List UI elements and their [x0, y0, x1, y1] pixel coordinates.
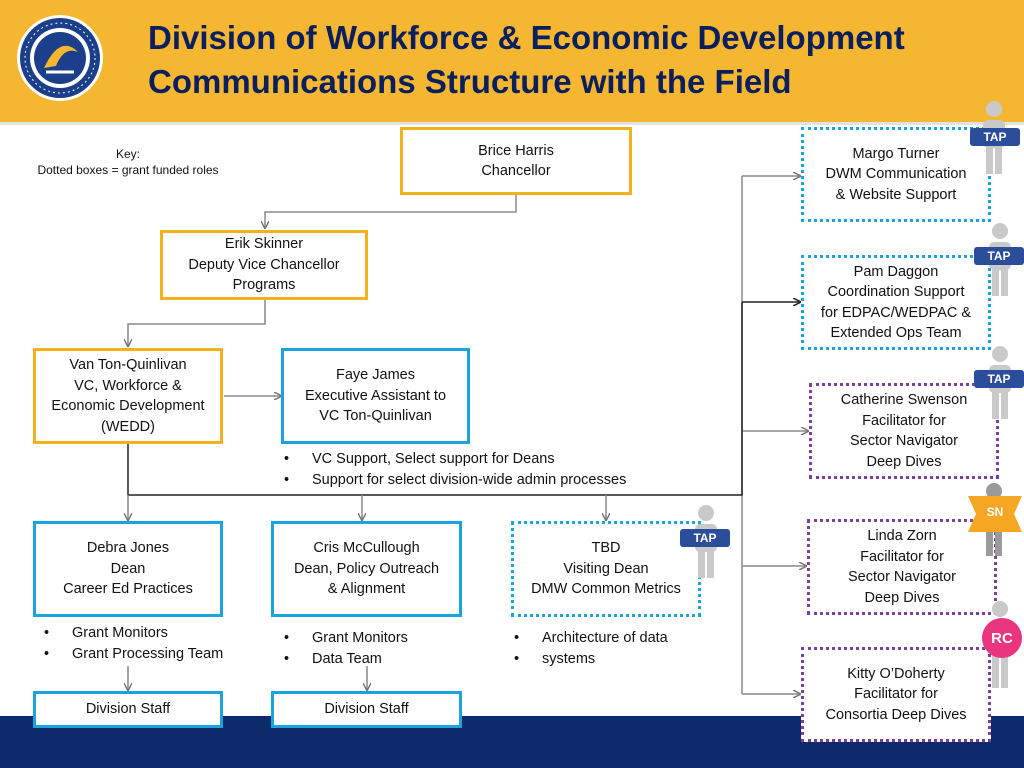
line-chancellor-deputy [265, 195, 516, 228]
sn-badge [968, 494, 1022, 548]
box-line: & Website Support [835, 186, 957, 203]
box-dean-policy-outreach [271, 521, 462, 617]
box-line: & Alignment [327, 581, 406, 598]
list-item: • VC Support, Select support for Deans [280, 449, 626, 470]
box-line: Economic Development [51, 398, 205, 414]
box-line: Deep Dives [866, 453, 942, 470]
title-line-2: Communications Structure with the Field [148, 63, 792, 100]
box-line: Programs [232, 277, 296, 294]
list-item: • Grant Monitors [40, 623, 223, 644]
box-line: Pam Daggon [853, 263, 939, 280]
tap-badge: TAP [680, 529, 730, 547]
box-line: Facilitator for [860, 548, 944, 565]
box-line: Facilitator for [854, 686, 938, 703]
box-line: Van Ton-Quinlivan [69, 357, 187, 373]
box-line: (WEDD) [101, 418, 155, 435]
dean1-bullets [40, 623, 223, 664]
box-division-staff-1 [33, 691, 223, 728]
box-margo-turner [801, 127, 991, 222]
box-line: Margo Turner [852, 145, 940, 162]
box-line: Facilitator for [862, 412, 946, 429]
box-line: Sector Navigator [850, 433, 958, 449]
box-line: Extended Ops Team [830, 325, 962, 341]
box-deputy [160, 230, 368, 300]
rc-badge: RC [982, 618, 1022, 658]
box-kitty-odoherty [801, 647, 991, 742]
box-line: DMW Common Metrics [531, 581, 681, 598]
tap-badge: TAP [974, 247, 1024, 265]
box-visiting-dean [511, 521, 701, 617]
box-line: Dean [110, 560, 146, 577]
box-line: Consortia Deep Dives [825, 706, 967, 723]
box-line: DWM Communication [825, 166, 967, 183]
box-line: Division Staff [85, 701, 171, 718]
box-line: VC, Workforce & [74, 377, 182, 394]
key-text: Dotted boxes = grant funded roles [37, 163, 219, 177]
box-line: TBD [591, 540, 621, 557]
box-line: Brice Harris [478, 142, 554, 159]
box-line: for EDPAC/WEDPAC & [820, 304, 972, 321]
box-line: Erik Skinner [224, 236, 304, 253]
tap-badge: TAP [974, 370, 1024, 388]
box-line: Executive Assistant to [304, 387, 447, 404]
box-catherine-swenson [809, 383, 999, 479]
box-line: Division Staff [324, 701, 409, 718]
list-item: • Support for select division-wide admin processes [280, 470, 626, 491]
box-executive-assistant [281, 348, 470, 444]
box-line: Chancellor [481, 163, 551, 179]
box-line: Dean, Policy Outreach [293, 560, 440, 577]
dean2-bullets [280, 628, 408, 669]
line-deputy-vc [128, 300, 265, 346]
box-pam-daggon [801, 255, 991, 350]
box-line: Deep Dives [864, 589, 940, 606]
list-item: • Grant Processing Team [40, 644, 223, 665]
box-line: Debra Jones [86, 540, 170, 557]
visiting-bullets [510, 628, 668, 669]
box-line: Coordination Support [827, 284, 965, 300]
list-item: • Architecture of data [510, 628, 668, 649]
box-line: VC Ton-Quinlivan [319, 408, 432, 425]
box-line: Sector Navigator [848, 569, 956, 585]
key-label: Key: [115, 147, 140, 161]
list-item: • Data Team [280, 649, 408, 670]
box-line: Kitty O’Doherty [847, 665, 945, 682]
list-item: • Grant Monitors [280, 628, 408, 649]
box-line: Career Ed Practices [63, 581, 193, 598]
legend-key [18, 146, 238, 178]
box-line: Catherine Swenson [840, 392, 968, 408]
box-line: Faye James [336, 367, 415, 384]
title-line-1: Division of Workforce & Economic Development [148, 19, 905, 56]
box-line: Cris McCullough [313, 540, 420, 557]
bullet-continuation-text: systems [542, 650, 596, 667]
box-line: Linda Zorn [867, 528, 937, 544]
box-dean-career-ed [33, 521, 223, 617]
box-chancellor [400, 127, 632, 195]
tap-badge: TAP [970, 128, 1020, 146]
assistant-bullets [280, 449, 626, 490]
sn-badge-label: SN [986, 505, 1004, 519]
box-line: Deputy Vice Chancellor [188, 256, 340, 273]
box-vc-wedd [33, 348, 223, 444]
list-item-continuation [510, 649, 668, 670]
box-division-staff-2 [271, 691, 462, 728]
box-line: Visiting Dean [563, 560, 649, 577]
